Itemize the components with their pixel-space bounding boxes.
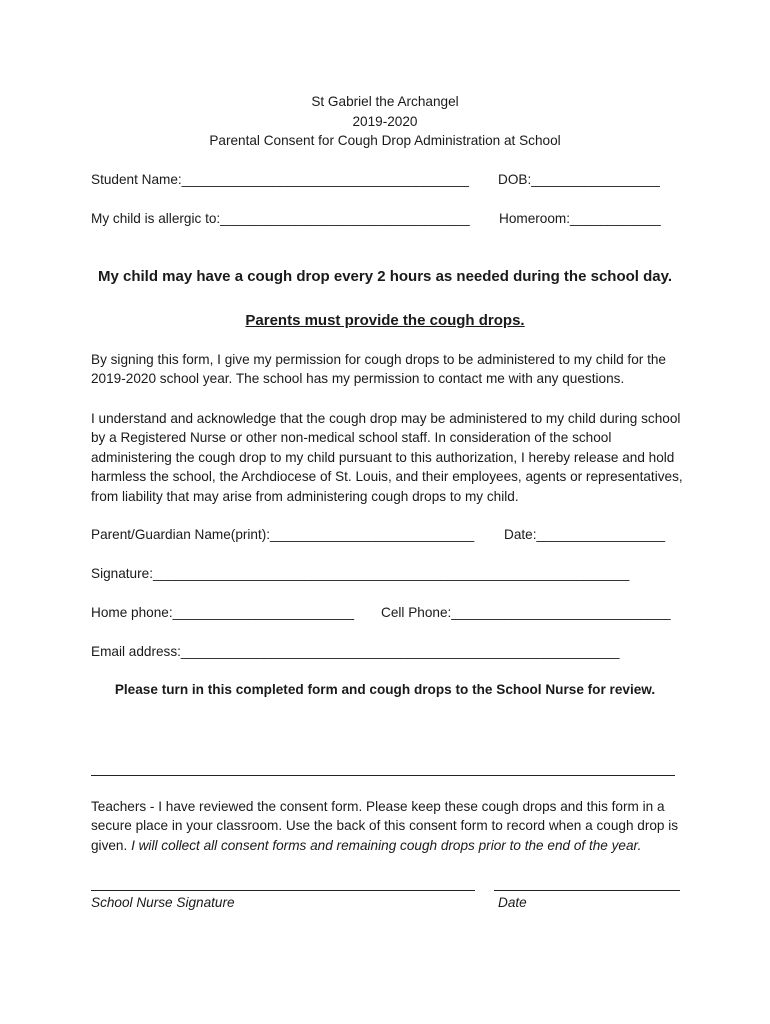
email-row (91, 643, 681, 661)
student-name-row (91, 171, 681, 189)
teachers-text: Teachers - I have reviewed the consent form. Please keep these cough drops and this form in a secure place in your classroom. Use the back of this consent form to record when a cough drop is given. (91, 799, 679, 853)
guardian-row (91, 526, 681, 544)
teachers-paragraph (91, 797, 683, 855)
teachers-italic-note: I will collect all consent forms and remaining cough drops prior to the end of the year. (131, 837, 642, 853)
turn-in-instruction: Please turn in this completed form and cough drops to the School Nurse for review. (114, 682, 656, 697)
parents-provide-text: Parents must provide the cough drops. (245, 312, 525, 329)
dob-field[interactable]: DOB:_________________ (498, 172, 660, 187)
student-name-field[interactable]: Student Name:______________________________________ (91, 172, 469, 187)
parents-provide-notice (0, 312, 770, 329)
allergy-field[interactable]: My child is allergic to:_________________________________ (91, 211, 470, 226)
phone-row (91, 604, 681, 622)
guardian-name-field[interactable]: Parent/Guardian Name(print):___________________________ (91, 527, 475, 542)
school-name: St Gabriel the Archangel (311, 94, 459, 109)
signature-row (91, 565, 681, 583)
email-field[interactable]: Email address:__________________________________________________________ (91, 644, 620, 659)
permission-paragraph: By signing this form, I give my permission for cough drops to be administered to my child for the 2019-2020 school year. The school has my permission to contact me with any questions. (91, 352, 666, 387)
cell-phone-field[interactable]: Cell Phone:_____________________________ (381, 605, 671, 620)
acknowledge-paragraph: I understand and acknowledge that the cough drop may be administered to my child during school by a Registered Nurse or other non-medical school staff. In consideration of the school administering the cough drop to my child pursuant to this authorization, I hereby release and hold harmless the school, the Archdiocese of St. Louis, and their employees, agents or representatives, from liability that may arise from administering cough drops to my child. (91, 411, 683, 504)
guardian-date-field[interactable]: Date:_________________ (504, 527, 666, 542)
nurse-signature-caption: School Nurse Signature (91, 895, 235, 910)
nurse-date-line[interactable] (494, 890, 680, 891)
cough-drop-frequency-notice: My child may have a cough drop every 2 hours as needed during the school day. (97, 268, 673, 285)
form-title: Parental Consent for Cough Drop Administration at School (209, 133, 561, 148)
signature-field[interactable]: Signature:_______________________________________________________________ (91, 566, 630, 581)
allergy-row (91, 210, 681, 228)
homeroom-field[interactable]: Homeroom:____________ (499, 211, 661, 226)
nurse-date-caption: Date (498, 895, 527, 910)
home-phone-field[interactable]: Home phone:________________________ (91, 605, 355, 620)
nurse-signature-line[interactable] (91, 890, 475, 891)
section-divider (91, 775, 675, 776)
form-header (0, 92, 770, 151)
school-year: 2019-2020 (352, 113, 418, 129)
